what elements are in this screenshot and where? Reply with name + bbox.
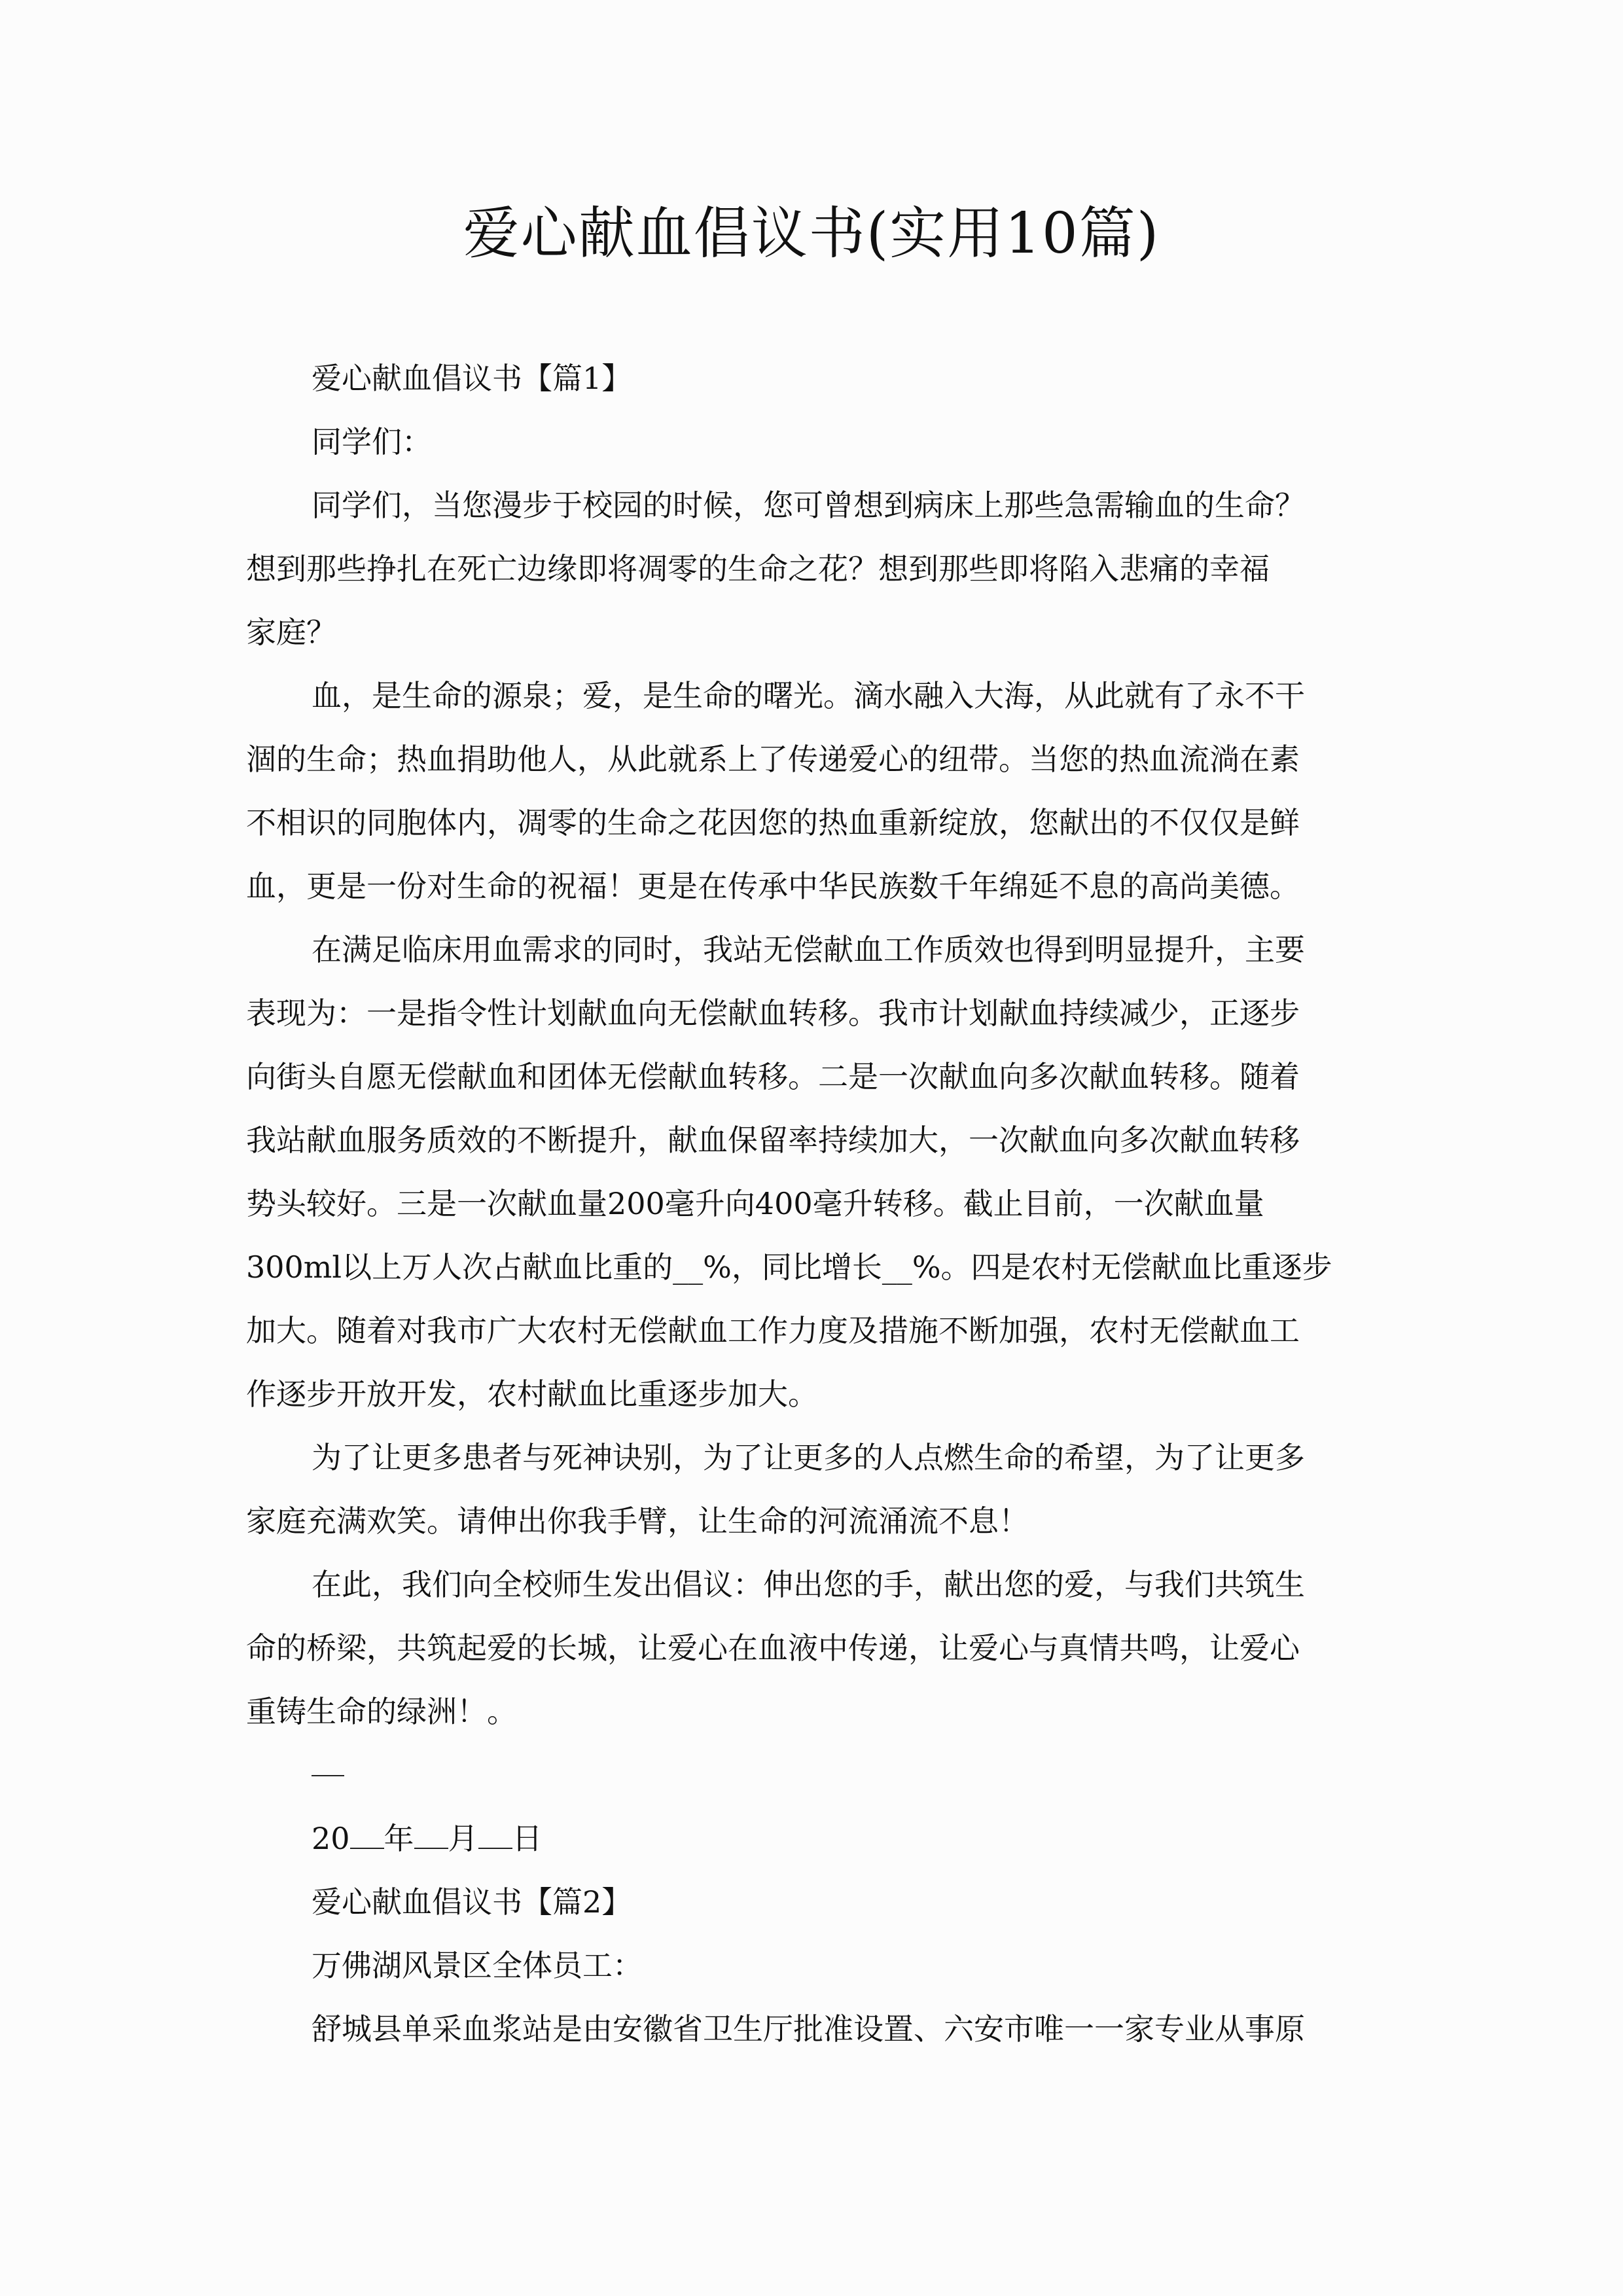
day-blank — [478, 1823, 512, 1849]
article-1 — [246, 347, 1380, 1871]
article-heading: 爱心献血倡议书【篇1】 — [312, 361, 632, 396]
paragraph-line: 家庭充满欢笑。请伸出你我手臂，让生命的河流涌流不息！ — [246, 1503, 1029, 1539]
year-blank — [350, 1823, 384, 1849]
paragraph — [246, 1553, 1380, 1744]
month-blank — [414, 1823, 448, 1849]
paragraph-line: 在此，我们向全校师生发出倡议：伸出您的手，献出您的爱，与我们共筑生 — [312, 1567, 1305, 1602]
article-2 — [246, 1871, 1380, 2061]
paragraph-line: 作逐步开放开发，农村献血比重逐步加大。 — [246, 1376, 818, 1412]
document-body — [246, 347, 1380, 2061]
paragraph-line: 涸的生命；热血捐助他人，从此就系上了传递爱心的纽带。当您的热血流淌在素 — [246, 742, 1300, 777]
year-label: 年 — [383, 1821, 414, 1856]
paragraph-line: 为了让更多患者与死神诀别，为了让更多的人点燃生命的希望，为了让更多 — [312, 1440, 1305, 1475]
paragraph-line: 加大。随着对我市广大农村无偿献血工作力度及措施不断加强，农村无偿献血工 — [246, 1313, 1300, 1348]
paragraph-line: 表现为：一是指令性计划献血向无偿献血转移。我市计划献血持续减少，正逐步 — [246, 996, 1300, 1031]
paragraph-line: 不相识的同胞体内，凋零的生命之花因您的热血重新绽放，您献出的不仅仅是鲜 — [246, 805, 1300, 840]
paragraph — [246, 664, 1380, 918]
paragraph — [246, 918, 1380, 1426]
paragraph-line: 命的桥梁，共筑起爱的长城，让爱心在血液中传递，让爱心与真情共鸣，让爱心 — [246, 1630, 1300, 1666]
date-prefix: 20 — [312, 1821, 350, 1856]
paragraph-line: 同学们，当您漫步于校园的时候，您可曾想到病床上那些急需输血的生命？ — [312, 488, 1305, 523]
paragraph-line: 血，更是一份对生命的祝福！更是在传承中华民族数千年绵延不息的高尚美德。 — [246, 869, 1300, 904]
document-title: 爱心献血倡议书(实用10篇) — [463, 201, 1160, 266]
signature-dash-rule — [312, 1775, 344, 1776]
paragraph-line: 家庭？ — [246, 615, 336, 650]
paragraph-line: 想到那些挣扎在死亡边缘即将凋零的生命之花？想到那些即将陷入悲痛的幸福 — [246, 551, 1270, 586]
paragraph — [246, 1998, 1380, 2061]
salutation: 同学们： — [312, 424, 432, 459]
paragraph-line: 在满足临床用血需求的同时，我站无偿献血工作质效也得到明显提升，主要 — [312, 932, 1305, 967]
signature-dash — [246, 1744, 1380, 1807]
month-label: 月 — [448, 1821, 478, 1856]
paragraph-line: 300ml以上万人次占献血比重的__%，同比增长__%。四是农村无偿献血比重逐步 — [246, 1249, 1332, 1285]
date-line — [246, 1807, 1380, 1871]
paragraph-line: 血，是生命的源泉；爱，是生命的曙光。滴水融入大海，从此就有了永不干 — [312, 678, 1305, 713]
salutation: 万佛湖风景区全体员工： — [312, 1948, 643, 1983]
paragraph-line: 舒城县单采血浆站是由安徽省卫生厅批准设置、六安市唯一一家专业从事原 — [312, 2011, 1305, 2047]
day-label: 日 — [512, 1821, 543, 1856]
paragraph — [246, 1426, 1380, 1553]
paragraph-line: 向街头自愿无偿献血和团体无偿献血转移。二是一次献血向多次献血转移。随着 — [246, 1059, 1300, 1094]
paragraph-line: 势头较好。三是一次献血量200毫升向400毫升转移。截止目前，一次献血量 — [246, 1186, 1264, 1221]
article-heading: 爱心献血倡议书【篇2】 — [312, 1884, 632, 1920]
paragraph-line: 重铸生命的绿洲！。 — [246, 1694, 517, 1729]
paragraph-line: 我站献血服务质效的不断提升，献血保留率持续加大，一次献血向多次献血转移 — [246, 1122, 1300, 1158]
paragraph — [246, 474, 1380, 664]
